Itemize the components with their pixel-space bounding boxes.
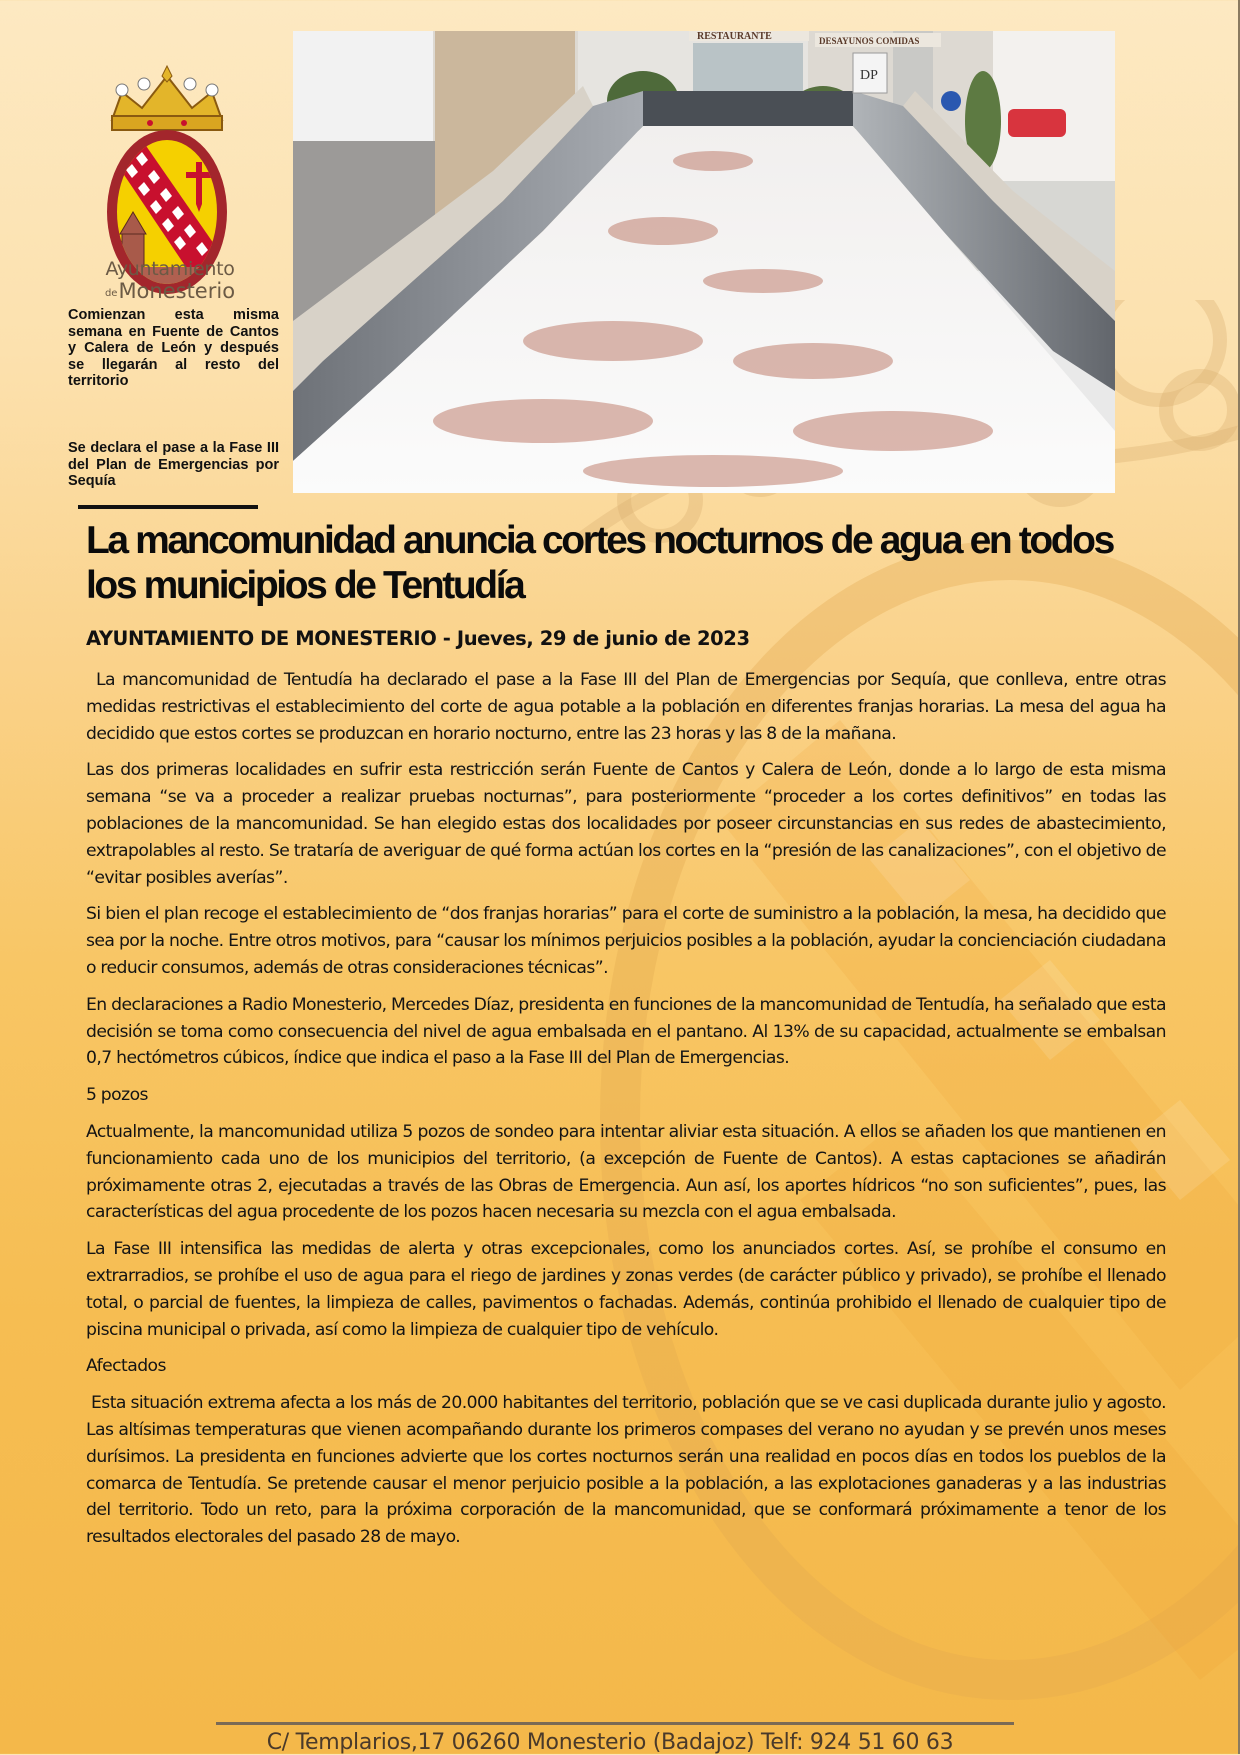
- dry-fountain-illustration: [293, 31, 1115, 493]
- article-photo-dry-fountain: [293, 31, 1115, 493]
- logo-wordmark-line2: [70, 279, 270, 303]
- logo-wordmark-line1: Ayuntamiento: [105, 258, 235, 280]
- article-body: [86, 667, 1166, 1561]
- article-paragraph: Las dos primeras localidades en sufrir esta restricción serán Fuente de Cantos y Calera de León, donde a lo largo de esta misma semana “se va a proceder a realizar pruebas nocturnas”, para posteriormente “proceder a los cortes definitivos” en todas las poblaciones de la mancomunidad. Se han elegido estas dos localidades por poseer circunstancias en sus redes de abastecimiento, extrapolables al resto. Se trataría de averiguar de qué forma actúan los cortes en la “presión de las canalizaciones”, con el objetivo de “evitar posibles averías”.: [86, 760, 1166, 888]
- photo-sign-dp: DP: [860, 68, 878, 83]
- sidebar-summary-1: Comienzan esta misma semana en Fuente de Cantos y Calera de León y después se llegarán al resto del territorio: [68, 307, 279, 389]
- article-paragraph: Si bien el plan recoge el establecimiento de “dos franjas horarias” para el corte de suministro a la población, la mesa, ha decidido que sea por la noche. Entre otros motivos, para “causar los mínimos perjuicios posibles a la población, ayudar la concienciación ciudadana o reducir consumos, además de otras consideraciones técnicas”.: [86, 904, 1166, 978]
- sidebar-summary-2: Se declara el pase a la Fase III del Plan de Emergencias por Sequía: [68, 440, 279, 489]
- logo-wordmark-prefix: de: [104, 288, 118, 299]
- article-headline: La mancomunidad anuncia cortes nocturnos de agua en todos los municipios de Tentudía: [86, 519, 1113, 607]
- article-paragraph: La mancomunidad de Tentudía ha declarado el pase a la Fase III del Plan de Emergencias por Sequía, que conlleva, entre otras medidas restrictivas el establecimiento del corte de agua potable a la población en diferentes franjas horarias. La mesa del agua ha decidido que estos cortes se produzcan en horario nocturno, entre las 23 horas y las 8 de la mañana.: [86, 670, 1166, 744]
- article-byline: AYUNTAMIENTO DE MONESTERIO - Jueves, 29 de junio de 2023: [86, 627, 750, 650]
- footer-address: C/ Templarios,17 06260 Monesterio (Badajoz) Telf: 924 51 60 63: [266, 1730, 954, 1755]
- article-subheading: Afectados: [86, 1356, 166, 1377]
- photo-sign-desayunos: DESAYUNOS COMIDAS: [819, 36, 920, 46]
- article-paragraph: Esta situación extrema afecta a los más de 20.000 habitantes del territorio, población que se ve casi duplicada durante julio y agosto. Las altísimas temperaturas que vienen acompañando durante los primeros compases del verano no ayudan y se prevén unos meses durísimos. La presidenta en funciones advierte que los cortes nocturnos serán una realidad en pocos días en todos los pueblos de la comarca de Tentudía. Se pretende causar el menor perjuicio posible a la población, a las explotaciones ganaderas y a las industrias del territorio. Todo un reto, para la próxima corporación de la mancomunidad, que se conformará próximamente a tenor de los resultados electorales del pasado 28 de mayo.: [86, 1393, 1166, 1548]
- footer-divider: [216, 1722, 1014, 1725]
- sidebar-divider: [78, 505, 258, 509]
- photo-sign-restaurante: RESTAURANTE: [697, 31, 772, 42]
- article-paragraph: En declaraciones a Radio Monesterio, Mercedes Díaz, presidenta en funciones de la mancomunidad de Tentudía, ha señalado que esta decisión se toma como consecuencia del nivel de agua embalsada en el pantano. Al 13% de su capacidad, actualmente se embalsan 0,7 hectómetros cúbicos, índice que indica el paso a la Fase III del Plan de Emergencias.: [86, 994, 1166, 1069]
- crown-icon: [112, 66, 222, 130]
- logo-wordmark-name: Monesterio: [118, 279, 236, 303]
- article-paragraph: La Fase III intensifica las medidas de alerta y otras excepcionales, como los anunciados cortes. Así, se prohíbe el consumo en extrarradios, se prohíbe el uso de agua para el riego de jardines y zonas verdes (de carácter público y privado), se prohíbe el llenado total, o parcial de fuentes, la limpieza de calles, pavimentos o fachadas. Además, continúa prohibido el llenado de cualquier tipo de piscina municipal o privada, así como la limpieza de cualquier tipo de vehículo.: [86, 1239, 1166, 1340]
- article-paragraph: Actualmente, la mancomunidad utiliza 5 pozos de sondeo para intentar aliviar esta situación. A ellos se añaden los que mantienen en funcionamiento cada uno de los municipios del territorio, (a excepción de Fuente de Cantos). A estas captaciones se añadirán próximamente otras 2, ejecutadas a través de las Obras de Emergencia. Aun así, los aportes hídricos “no son suficientes”, pues, las características del agua procedente de los pozos hacen necesaria su mezcla con el agua embalsada.: [86, 1121, 1166, 1223]
- article-subheading: 5 pozos: [86, 1085, 148, 1106]
